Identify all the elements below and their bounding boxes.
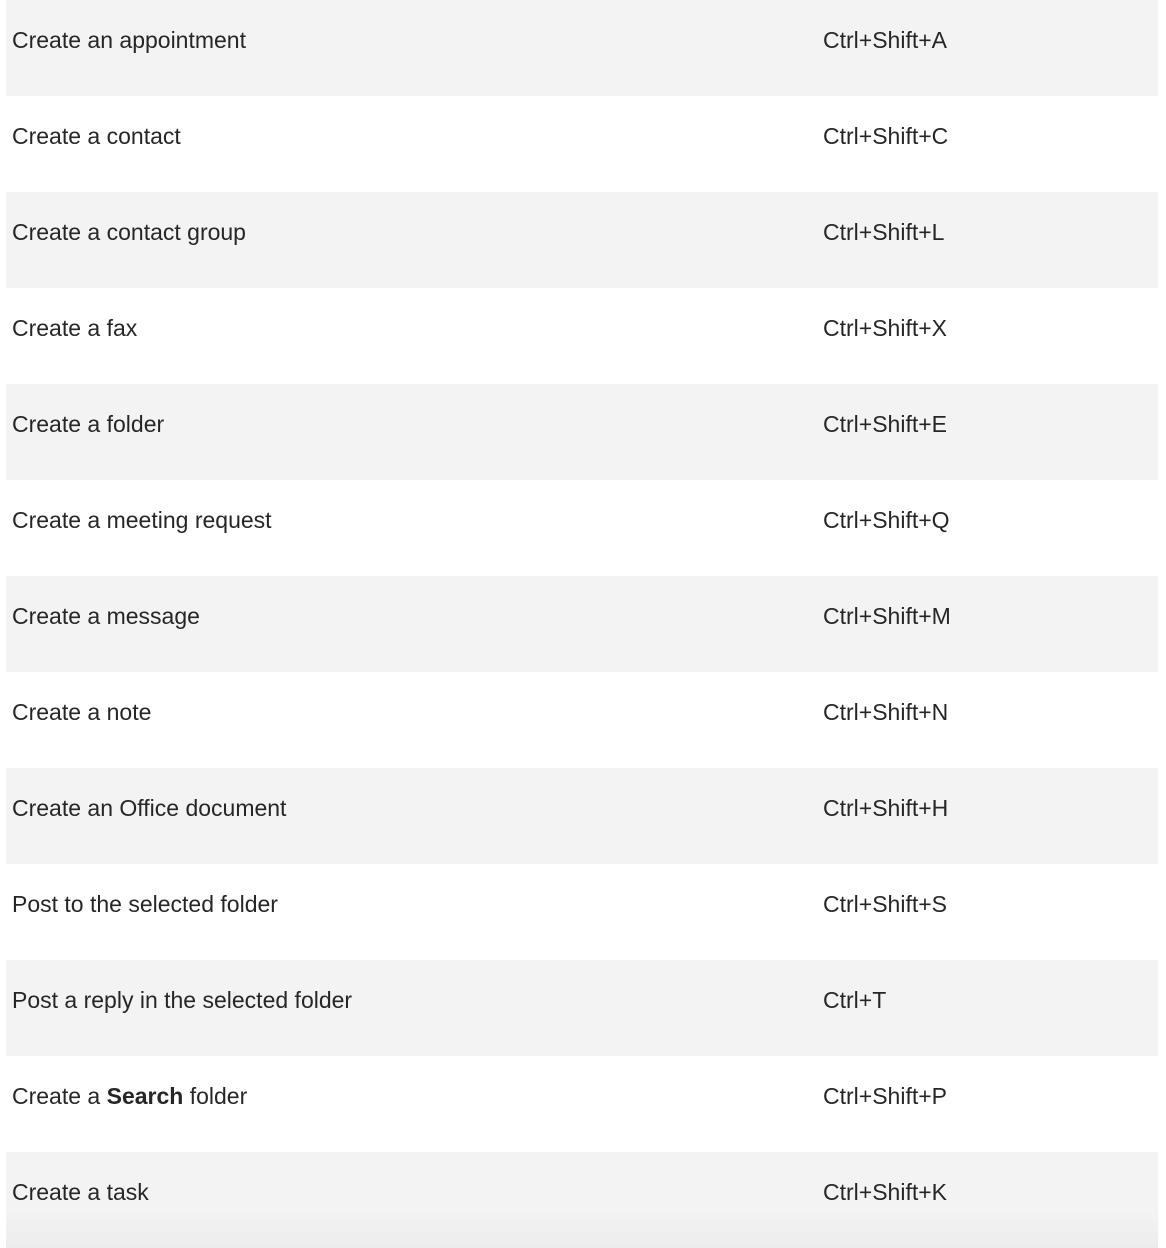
shortcut-keys-cell: Ctrl+Shift+P	[823, 1083, 947, 1109]
shortcut-table	[6, 0, 1158, 1248]
shortcut-keys-cell: Ctrl+Shift+E	[823, 411, 947, 437]
shortcut-keys-cell: Ctrl+Shift+M	[823, 603, 951, 629]
action-cell: Create an appointment	[12, 27, 246, 53]
table-row	[6, 864, 1158, 960]
table-row	[6, 384, 1158, 480]
shortcut-keys-cell: Ctrl+Shift+A	[823, 27, 947, 53]
shortcut-keys-cell: Ctrl+Shift+H	[823, 795, 949, 821]
shortcut-keys-cell: Ctrl+Shift+K	[823, 1179, 947, 1205]
action-cell: Post a reply in the selected folder	[12, 987, 353, 1013]
shortcut-keys-cell: Ctrl+Shift+N	[823, 699, 949, 725]
table-row	[6, 672, 1158, 768]
table-row	[6, 480, 1158, 576]
shortcut-keys-cell: Ctrl+Shift+X	[823, 315, 947, 341]
action-cell: Create a message	[12, 603, 200, 629]
action-cell: Create a meeting request	[12, 507, 272, 533]
table-row	[6, 96, 1158, 192]
action-cell: Post to the selected folder	[12, 891, 278, 917]
table-row	[6, 288, 1158, 384]
table-row	[6, 768, 1158, 864]
action-cell: Create a contact	[12, 123, 181, 149]
bold-term: Search	[106, 1083, 184, 1109]
shortcut-keys-cell: Ctrl+T	[823, 987, 887, 1013]
action-cell: Create a Search folder	[12, 1083, 248, 1109]
table-row	[6, 576, 1158, 672]
shortcut-keys-cell: Ctrl+Shift+C	[823, 123, 949, 149]
shortcut-keys-cell: Ctrl+Shift+L	[823, 219, 945, 245]
shortcut-keys-cell: Ctrl+Shift+S	[823, 891, 947, 917]
shortcut-keys-cell: Ctrl+Shift+Q	[823, 507, 950, 533]
action-cell: Create a fax	[12, 315, 138, 341]
table-row	[6, 1152, 1158, 1248]
action-cell: Create a note	[12, 699, 152, 725]
table-row	[6, 1056, 1158, 1152]
table-row	[6, 960, 1158, 1056]
table-row	[6, 192, 1158, 288]
action-cell: Create a folder	[12, 411, 165, 437]
action-cell: Create a task	[12, 1179, 149, 1205]
table-row	[6, 0, 1158, 96]
action-cell: Create an Office document	[12, 795, 287, 821]
action-cell: Create a contact group	[12, 219, 246, 245]
